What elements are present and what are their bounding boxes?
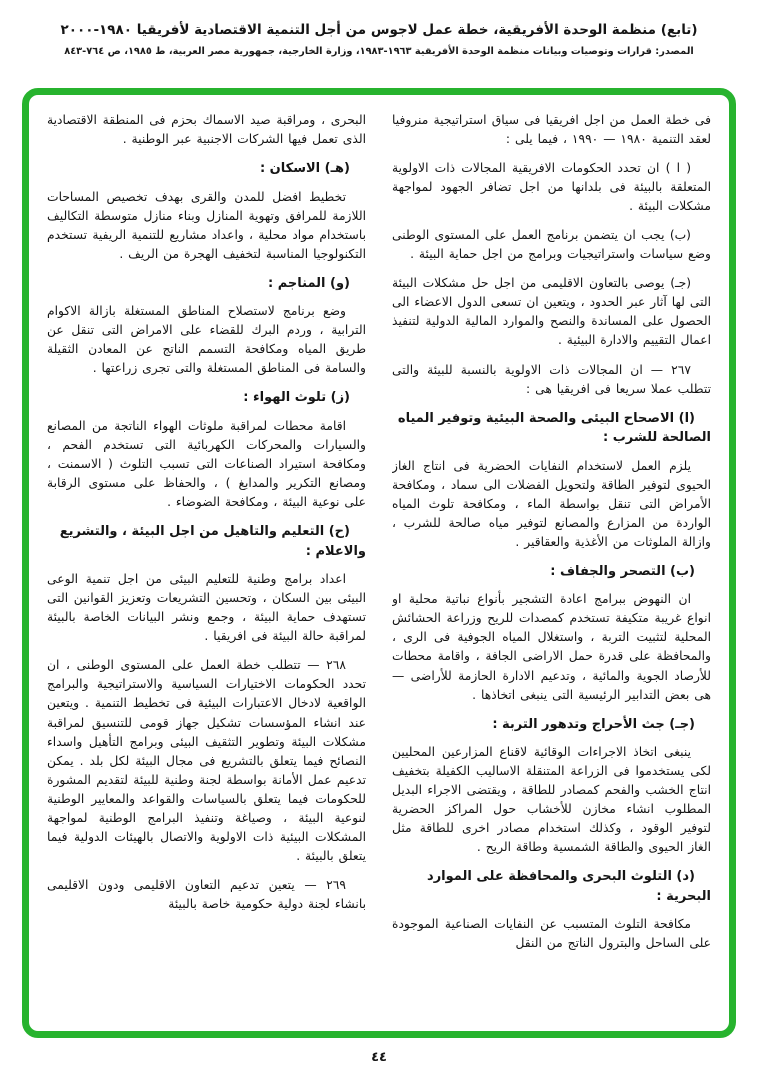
section-heading-h: (ح) التعليم والتاهيل من اجل البيئة ، والتشريع والاعلام :	[59, 524, 366, 559]
page-number: ٤٤	[371, 1050, 387, 1065]
source-line: المصدر: قرارات وتوصيات وبيانات منظمة الوحدة الأفريقية ١٩٦٣-١٩٨٣، وزارة الخارجية، جمهورية مصر العربية، ط ١٩٨٥، ص ٧٦٤-٨٤٣	[64, 46, 694, 57]
paragraph: البحرى ، ومراقبة صيد الاسماك بحزم فى المنطقة الاقتصادية الذى تعمل فيها الشركات الاجنبية عبر الوطنية .	[47, 113, 366, 147]
paragraph: (ب) يجب ان يتضمن برنامج العمل على المستوى الوطنى وضع سياسات واستراتيجيات وبرامج من اجل حماية البيئة .	[392, 228, 711, 262]
page-header	[0, 0, 758, 57]
paragraph: اعداد برامج وطنية للتعليم البيئى من اجل تنمية الوعى البيئى بين السكان ، وتحسين التشريعات وتعزيز القوانين التى تستهدف حماية البيئة ، وجمع ونشر البيانات الخاصة بالبيئة لمراقبة حالة البيئة فى افريقيا .	[47, 572, 366, 644]
paragraph: ينبغى اتخاذ الاجراءات الوقائية لاقناع المزارعين المحليين لكى يستخدموا فى الزراعة المتنقلة الاساليب الكفيلة بتخفيف انتاج الخشب والفحم كمصادر للطاقة ، ويقتضى الاجراء البديل المطلوب انشاء مخازن للأخشاب حول المراكز الحضرية لتوفير الوقود ، وكذلك استخدام مصادر اخرى للطاقة مثل الغاز الحيوى والطاقة الشمسية وطاقة الريح .	[392, 745, 711, 855]
paragraph: تخطيط افضل للمدن والقرى بهدف تخصيص المساحات اللازمة للمرافق وتهوية المنازل وبناء منازل متوسطة التكاليف باستخدام مواد محلية ، واعداد مشاريع للتنمية الريفية تستخدم التكنولوجيا المناسبة لتخفيف الهجرة من الريف .	[47, 189, 366, 261]
paragraph: فى خطة العمل من اجل افريقيا فى سياق استراتيجية منروفيا لعقد التنمية ١٩٨٠ — ١٩٩٠ ، فيما يلى :	[392, 113, 711, 147]
section-heading-d: (د) التلوث البحرى والمحافظة على الموارد البحرية :	[427, 869, 711, 904]
paragraph: (جـ) يوصى بالتعاون الاقليمى من اجل حل مشكلات البيئة التى لها آثار عبر الحدود ، ويتعين ان تسعى الدول الاعضاء الى الحصول على المساندة والنصح والموارد المالية الدولية لتنفيذ اعمال التقييم والادارة البيئية .	[392, 276, 711, 348]
right-column	[392, 111, 711, 1021]
paragraph: ان النهوض ببرامج اعادة التشجير بأنواع نباتية محلية او انواع غريبة متكيفة تستخدم كمصدات للريح وزراعة الحشائش المحلية لتثبيت التربة ، واستغلال المياه الجوفية فى الرى ، والمحافظة على قدرة حمل الاراضى الجافة ، واقامة محطات للأرصاد الجوية والمائية ، وتدعيم الادارة الحازمة للأراضى — هى بعض التدابير الرئيسية التى ينبغى اتخاذها .	[392, 592, 711, 702]
section-heading-g: (ز) تلوث الهواء :	[243, 390, 350, 406]
section-heading-c: (جـ) جث الأحراج وتدهور التربة :	[492, 716, 695, 732]
paragraph: مكافحة التلوث المتسبب عن النفايات الصناعية الموجودة على الساحل والبترول الناتج من النقل	[392, 917, 711, 951]
document-title: (تابع) منظمة الوحدة الأفريقية، خطة عمل لاجوس من أجل التنمية الاقتصادية لأفريقيا ١٩٨٠-٢٠٠٠	[60, 22, 698, 38]
paragraph: اقامة محطات لمراقبة ملوثات الهواء الناتجة من المصانع والسيارات والمحركات الكهربائية التى تستخدم الفحم ، ومكافحة استيراد الصناعات التى تسبب التلوث ( الاسمنت ، ومصانع التكرير والمدابغ ) ، والحفاظ على مستوى الرقابة على نوعية البيئة ، ومكافحة الضوضاء .	[47, 418, 366, 510]
paragraph: وضع برنامج لاستصلاح المناطق المستغلة بازالة الاكوام الترابية ، وردم البرك للقضاء على الامراض التى تنقل عن طريق المياه ومكافحة التسمم الناتج عن المعادن الثقيلة والسامة فى المناطق المستغلة والتى تجرى زراعتها .	[47, 304, 366, 376]
numbered-paragraph-267: ٢٦٧ — ان المجالات ذات الاولوية بالنسبة للبيئة والتى تتطلب عملا سريعا فى افريقيا هى :	[392, 362, 711, 396]
section-heading-f: (و) المناجم :	[267, 275, 350, 291]
content-frame	[22, 88, 736, 1038]
left-column	[47, 111, 366, 1021]
section-heading-e: (هـ) الاسكان :	[259, 161, 350, 177]
section-heading-a: (ا) الاصحاح البيئى والصحة البيئية وتوفير المياه الصالحة للشرب :	[397, 410, 711, 446]
paragraph: ( ا ) ان تحدد الحكومات الافريقية المجالات ذات الاولوية المتعلقة بالبيئة فى بلدانها من اجل تضافر الجهود لمواجهة مشكلات البيئة .	[392, 161, 711, 214]
paragraph: يلزم العمل لاستخدام النفايات الحضرية فى انتاج الغاز الحيوى لتوفير الطاقة ولتحويل الفضلات الى سماد ، ومكافحة الأمراض التى تنقل بواسطة الماء ، ومكافحة تلوث المياه الواردة من المزارع والمصانع لتوفير مياه صالحة للشرب ، وازالة الملوثات من الأغذية والعقاقير .	[392, 458, 711, 549]
numbered-paragraph-269: ٢٦٩ — يتعين تدعيم التعاون الاقليمى ودون الاقليمى بانشاء لجنة دولية حكومية خاصة بالبيئة	[47, 877, 366, 911]
section-heading-b: (ب) التصحر والجفاف :	[550, 563, 695, 579]
numbered-paragraph-268: ٢٦٨ — تتطلب خطة العمل على المستوى الوطنى ، ان تحدد الحكومات الاختيارات السياسية والاستراتيجية والبرامج الواقعية لادخال الاعتبارات البيئية فى تخطيط التنمية . ويتعين عند انشاء المؤسسات تشكيل جهاز قومى للتنسيق لمراقبة مشكلات البيئة وتطوير التثقيف البيئى وبرامج التأهيل واسداء النصائح فيما يتعلق بالتشريع فى مجال البيئة لكل بلد . يمكن تدعيم عمل الأمانة بواسطة لجنة وطنية للبيئة لتقديم المشورة للحكومات فيما يتعلق بالسياسات والقواعد والمعايير الوطنية لنوعية البيئة ، وصياغة وتنفيذ البرامج الوطنية لمواجهة المشكلات البيئية ذات الاولوية والاتصال بالهيئات الدولية فيما يتعلق بالبيئة .	[47, 658, 366, 863]
two-column-layout	[47, 111, 711, 1021]
